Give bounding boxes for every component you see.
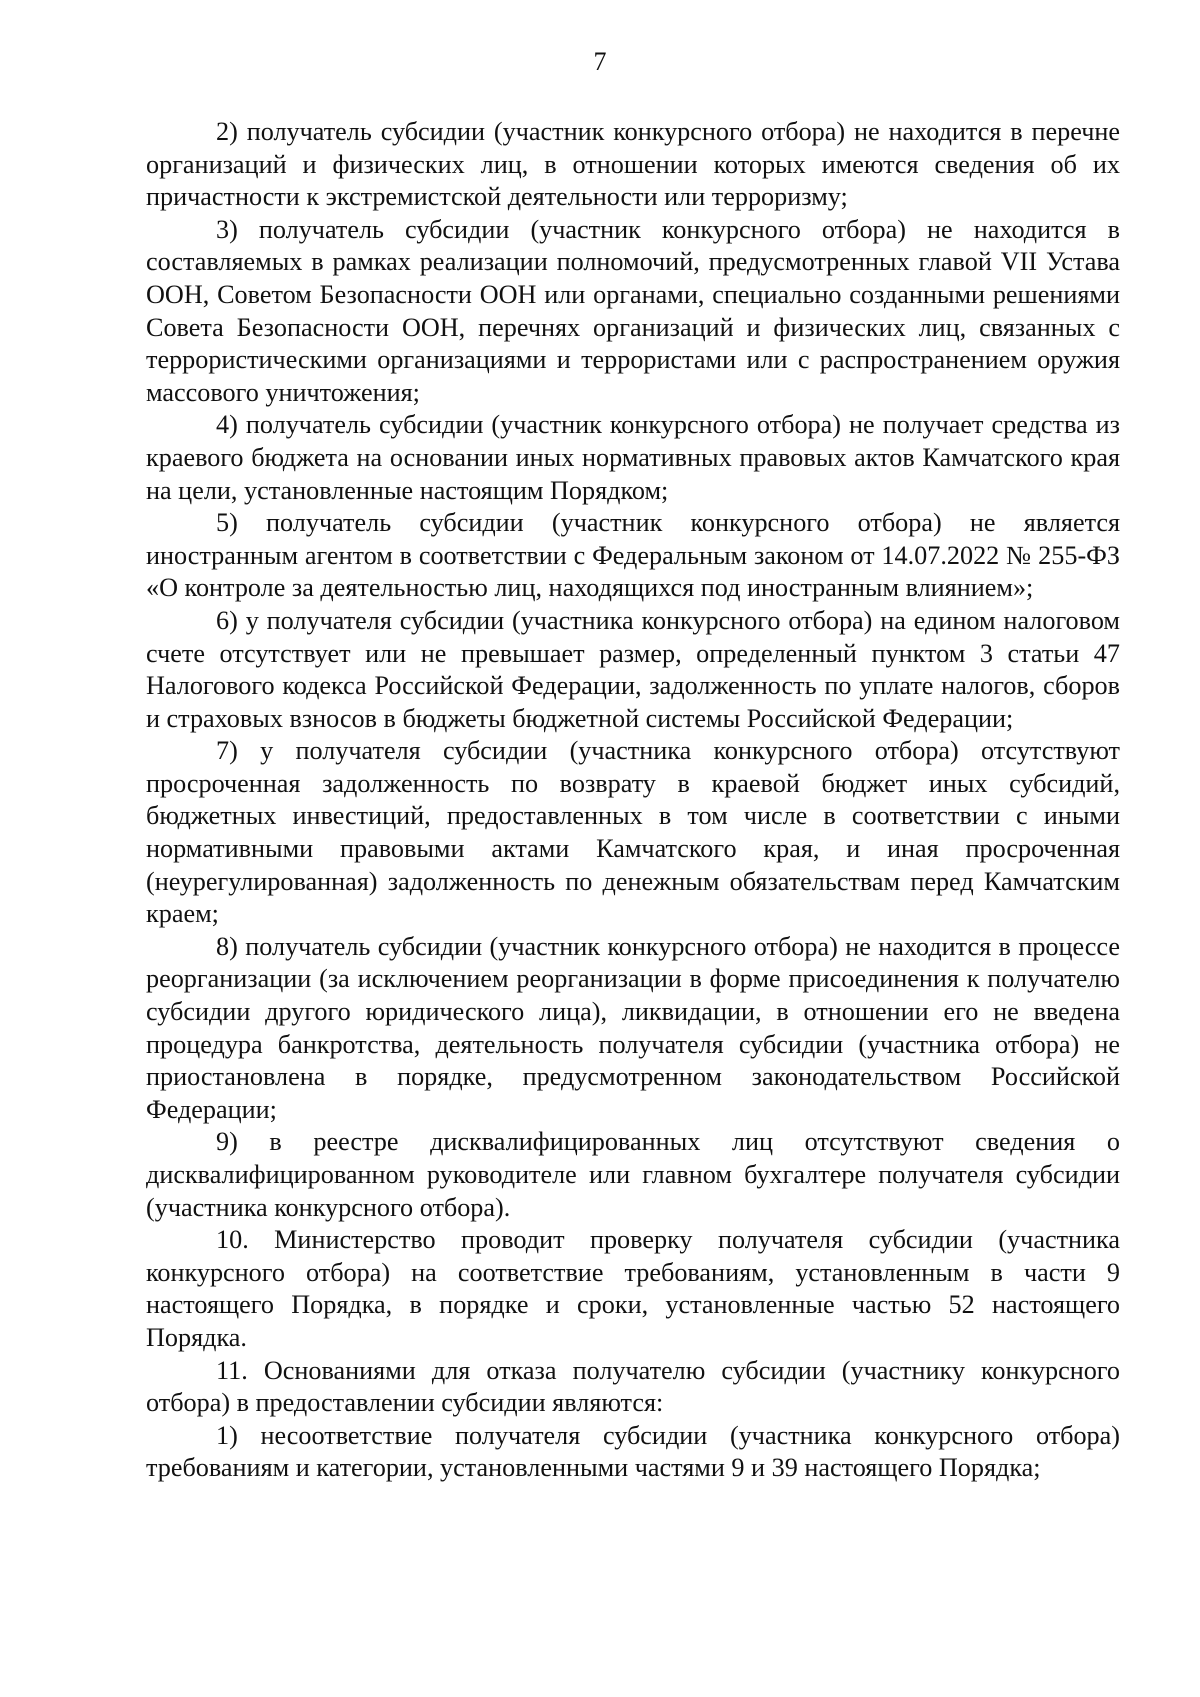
paragraph-item-7: 7) у получателя субсидии (участника конкурсного отбора) отсутствуют просроченная задолженность по возврату в краевой бюджет иных субсидий, бюджетных инвестиций, предоставленных в том числе в соответствии с иными нормативными правовыми актами Камчатского края, и иная просроченная (неурегулированная) задолженность по денежным обязательствам перед Камчатским краем;: [146, 736, 1120, 929]
paragraph-item-8: 8) получатель субсидии (участник конкурсного отбора) не находится в процессе реорганизации (за исключением реорганизации в форме присоединения к получателю субсидии другого юридического лица), ликвидации, в отношении его не введена процедура банкротства, деятельность получателя субсидии (участника отбора) не приостановлена в порядке, предусмотренном законодательством Российской Федерации;: [146, 931, 1120, 1124]
paragraph-item-4: 4) получатель субсидии (участник конкурсного отбора) не получает средства из краевого бюджета на основании иных нормативных правовых актов Камчатского края на цели, установленные настоящим Порядком;: [146, 410, 1120, 505]
paragraph-section-11: 11. Основаниями для отказа получателю субсидии (участнику конкурсного отбора) в предоставлении субсидии являются:: [146, 1355, 1120, 1418]
paragraph-section-10: 10. Министерство проводит проверку получателя субсидии (участника конкурсного отбора) на соответствие требованиям, установленным в части 9 настоящего Порядка, в порядке и сроки, установленные частью 52 настоящего Порядка.: [146, 1225, 1120, 1352]
paragraph-item-2: 2) получатель субсидии (участник конкурсного отбора) не находится в перечне организаций и физических лиц, в отношении которых имеются сведения об их причастности к экстремистской деятельности или терроризму;: [146, 117, 1120, 212]
paragraph-item-9: 9) в реестре дисквалифицированных лиц отсутствуют сведения о дисквалифицированном руководителе или главном бухгалтере получателя субсидии (участника конкурсного отбора).: [146, 1127, 1120, 1222]
page-number: 7: [593, 47, 607, 76]
paragraph-section-11-item-1: 1) несоответствие получателя субсидии (участника конкурсного отбора) требованиям и категории, установленными частями 9 и 39 настоящего Порядка;: [146, 1420, 1120, 1483]
paragraph-item-3: 3) получатель субсидии (участник конкурсного отбора) не находится в составляемых в рамках реализации полномочий, предусмотренных главой VII Устава ООН, Советом Безопасности ООН или органами, специально созданными решениями Совета Безопасности ООН, перечнях организаций и физических лиц, связанных с террористическими организациями и террористами или с распространением оружия массового уничтожения;: [146, 214, 1120, 407]
paragraph-item-6: 6) у получателя субсидии (участника конкурсного отбора) на едином налоговом счете отсутствует или не превышает размер, определенный пунктом 3 статьи 47 Налогового кодекса Российской Федерации, задолженность по уплате налогов, сборов и страховых взносов в бюджеты бюджетной системы Российской Федерации;: [146, 605, 1120, 733]
document-body: [146, 116, 1120, 1485]
paragraph-item-5: 5) получатель субсидии (участник конкурсного отбора) не является иностранным агентом в соответствии с Федеральным законом от 14.07.2022 № 255-ФЗ «О контроле за деятельностью лиц, находящихся под иностранным влиянием»;: [146, 508, 1120, 603]
